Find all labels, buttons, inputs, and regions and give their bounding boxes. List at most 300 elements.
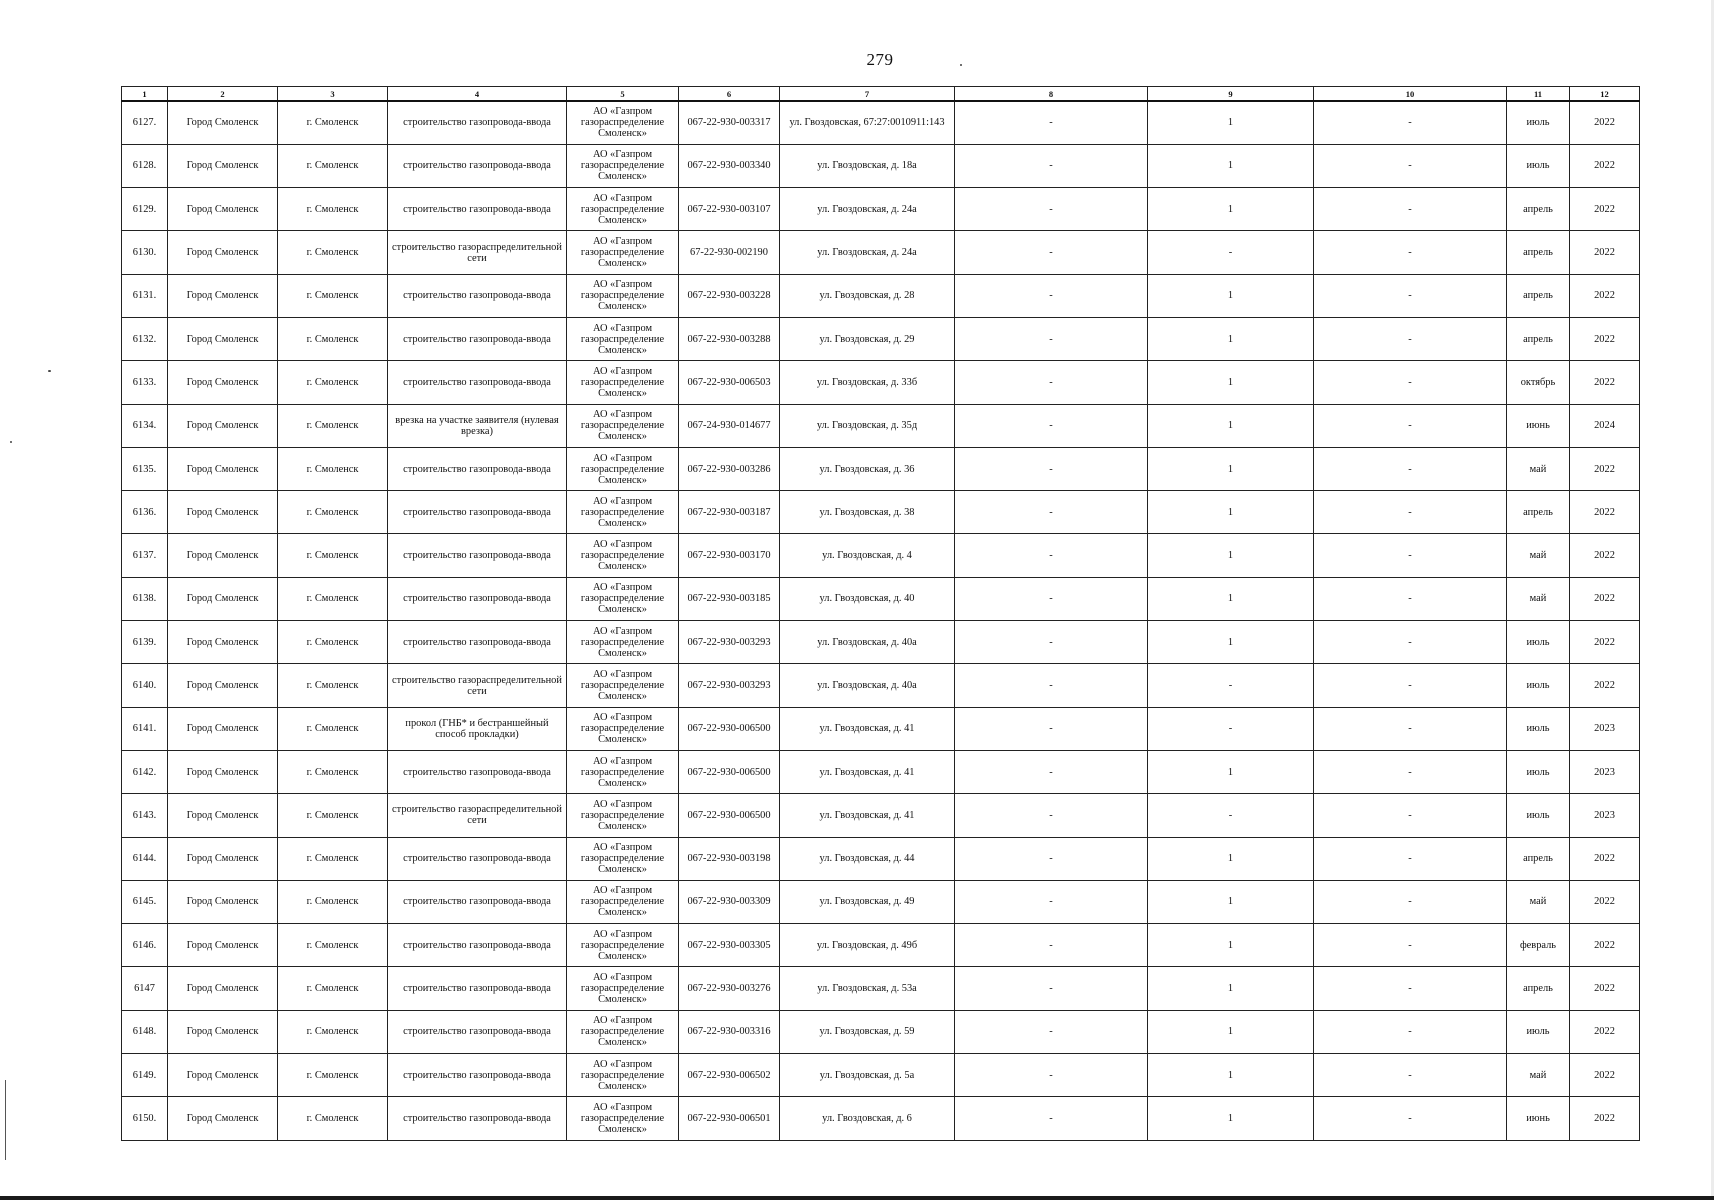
table-cell: 067-22-930-003170: [679, 534, 780, 577]
table-cell: -: [1314, 924, 1507, 967]
table-row: [122, 447, 1640, 490]
table-cell: г. Смоленск: [278, 404, 388, 447]
table-cell: г. Смоленск: [278, 837, 388, 880]
table-cell: -: [1148, 664, 1314, 707]
table-cell: 2022: [1570, 577, 1640, 620]
table-cell: 067-22-930-003286: [679, 447, 780, 490]
table-cell: 2022: [1570, 664, 1640, 707]
table-cell: 1: [1148, 101, 1314, 144]
table-cell: Город Смоленск: [168, 144, 278, 187]
table-cell: 1: [1148, 880, 1314, 923]
table-row: [122, 1010, 1640, 1053]
table-cell: 1: [1148, 144, 1314, 187]
table-cell: АО «Газпром газораспределение Смоленск»: [567, 924, 679, 967]
table-cell: апрель: [1507, 967, 1570, 1010]
table-cell: май: [1507, 577, 1570, 620]
column-header: 10: [1314, 87, 1507, 102]
column-header: 7: [780, 87, 955, 102]
table-cell: ул. Гвоздовская, д. 6: [780, 1097, 955, 1140]
table-cell: ул. Гвоздовская, д. 53а: [780, 967, 955, 1010]
table-cell: июль: [1507, 794, 1570, 837]
table-cell: май: [1507, 534, 1570, 577]
table-cell: ул. Гвоздовская, д. 4: [780, 534, 955, 577]
table-cell: г. Смоленск: [278, 231, 388, 274]
table-cell: 6137.: [122, 534, 168, 577]
table-row: [122, 317, 1640, 360]
table-cell: 2022: [1570, 534, 1640, 577]
table-cell: июль: [1507, 144, 1570, 187]
table-row: [122, 361, 1640, 404]
table-row: [122, 1054, 1640, 1097]
table-cell: 2023: [1570, 750, 1640, 793]
column-number-row: [122, 87, 1640, 102]
table-cell: ул. Гвоздовская, д. 49б: [780, 924, 955, 967]
table-cell: 2022: [1570, 491, 1640, 534]
table-cell: строительство газораспределительной сети: [388, 794, 567, 837]
table-cell: ул. Гвоздовская, д. 33б: [780, 361, 955, 404]
table-cell: 1: [1148, 274, 1314, 317]
register-table: [121, 86, 1640, 1141]
table-cell: апрель: [1507, 317, 1570, 360]
table-cell: -: [1314, 231, 1507, 274]
table-cell: -: [1314, 144, 1507, 187]
table-cell: строительство газопровода-ввода: [388, 534, 567, 577]
table-cell: АО «Газпром газораспределение Смоленск»: [567, 534, 679, 577]
table-cell: ул. Гвоздовская, д. 59: [780, 1010, 955, 1053]
table-cell: 6150.: [122, 1097, 168, 1140]
column-header: 3: [278, 87, 388, 102]
table-cell: 2022: [1570, 231, 1640, 274]
table-cell: 6143.: [122, 794, 168, 837]
table-cell: апрель: [1507, 188, 1570, 231]
table-cell: 2022: [1570, 1097, 1640, 1140]
table-cell: строительство газопровода-ввода: [388, 361, 567, 404]
table-cell: 1: [1148, 1054, 1314, 1097]
table-cell: г. Смоленск: [278, 447, 388, 490]
table-cell: 6145.: [122, 880, 168, 923]
table-cell: строительство газопровода-ввода: [388, 880, 567, 923]
table-cell: февраль: [1507, 924, 1570, 967]
table-cell: АО «Газпром газораспределение Смоленск»: [567, 491, 679, 534]
table-cell: Город Смоленск: [168, 924, 278, 967]
table-cell: 1: [1148, 534, 1314, 577]
table-cell: июнь: [1507, 1097, 1570, 1140]
table-cell: 6138.: [122, 577, 168, 620]
table-cell: г. Смоленск: [278, 924, 388, 967]
table-cell: Город Смоленск: [168, 534, 278, 577]
table-cell: АО «Газпром газораспределение Смоленск»: [567, 274, 679, 317]
table-cell: строительство газопровода-ввода: [388, 750, 567, 793]
table-header: [122, 87, 1640, 102]
table-cell: 067-22-930-003276: [679, 967, 780, 1010]
table-cell: г. Смоленск: [278, 144, 388, 187]
column-header: 1: [122, 87, 168, 102]
table-cell: строительство газопровода-ввода: [388, 1010, 567, 1053]
table-cell: г. Смоленск: [278, 967, 388, 1010]
table-cell: 067-22-930-003317: [679, 101, 780, 144]
column-header: 11: [1507, 87, 1570, 102]
table-cell: г. Смоленск: [278, 707, 388, 750]
table-cell: 1: [1148, 924, 1314, 967]
table-row: [122, 880, 1640, 923]
table-cell: ул. Гвоздовская, д. 29: [780, 317, 955, 360]
table-cell: 1: [1148, 967, 1314, 1010]
table-cell: 2022: [1570, 447, 1640, 490]
table-cell: Город Смоленск: [168, 361, 278, 404]
table-cell: -: [1314, 188, 1507, 231]
table-cell: -: [955, 534, 1148, 577]
table-cell: 1: [1148, 404, 1314, 447]
table-row: [122, 101, 1640, 144]
table-cell: Город Смоленск: [168, 101, 278, 144]
table-cell: Город Смоленск: [168, 404, 278, 447]
table-cell: АО «Газпром газораспределение Смоленск»: [567, 144, 679, 187]
table-cell: АО «Газпром газораспределение Смоленск»: [567, 404, 679, 447]
table-cell: ул. Гвоздовская, д. 5а: [780, 1054, 955, 1097]
table-cell: г. Смоленск: [278, 491, 388, 534]
table-cell: -: [1314, 1010, 1507, 1053]
table-cell: Город Смоленск: [168, 880, 278, 923]
table-row: [122, 794, 1640, 837]
table-cell: -: [1314, 361, 1507, 404]
table-cell: 6136.: [122, 491, 168, 534]
table-cell: 1: [1148, 447, 1314, 490]
table-cell: 067-22-930-003340: [679, 144, 780, 187]
column-header: 2: [168, 87, 278, 102]
table-cell: Город Смоленск: [168, 794, 278, 837]
table-cell: ул. Гвоздовская, д. 36: [780, 447, 955, 490]
table-cell: Город Смоленск: [168, 577, 278, 620]
table-cell: АО «Газпром газораспределение Смоленск»: [567, 101, 679, 144]
table-cell: ул. Гвоздовская, д. 49: [780, 880, 955, 923]
table-cell: строительство газопровода-ввода: [388, 447, 567, 490]
table-cell: -: [1314, 794, 1507, 837]
table-cell: 6132.: [122, 317, 168, 360]
table-cell: 2024: [1570, 404, 1640, 447]
table-cell: -: [955, 837, 1148, 880]
table-cell: Город Смоленск: [168, 491, 278, 534]
table-cell: -: [1314, 447, 1507, 490]
table-cell: -: [1148, 794, 1314, 837]
table-cell: АО «Газпром газораспределение Смоленск»: [567, 967, 679, 1010]
table-cell: апрель: [1507, 491, 1570, 534]
page-number: 279: [866, 50, 894, 69]
table-cell: 1: [1148, 317, 1314, 360]
table-cell: г. Смоленск: [278, 101, 388, 144]
table-cell: апрель: [1507, 274, 1570, 317]
table-cell: 067-22-930-006502: [679, 1054, 780, 1097]
table-cell: АО «Газпром газораспределение Смоленск»: [567, 707, 679, 750]
table-cell: строительство газопровода-ввода: [388, 621, 567, 664]
table-cell: АО «Газпром газораспределение Смоленск»: [567, 447, 679, 490]
table-cell: 1: [1148, 491, 1314, 534]
table-cell: май: [1507, 1054, 1570, 1097]
table-cell: АО «Газпром газораспределение Смоленск»: [567, 750, 679, 793]
table-cell: 1: [1148, 837, 1314, 880]
table-cell: 6129.: [122, 188, 168, 231]
table-cell: 2022: [1570, 1054, 1640, 1097]
table-cell: апрель: [1507, 837, 1570, 880]
table-cell: Город Смоленск: [168, 1097, 278, 1140]
table-cell: ул. Гвоздовская, д. 40а: [780, 621, 955, 664]
table-cell: 067-22-930-006500: [679, 750, 780, 793]
table-cell: -: [955, 274, 1148, 317]
table-cell: 2022: [1570, 188, 1640, 231]
table-cell: -: [955, 404, 1148, 447]
table-cell: -: [955, 317, 1148, 360]
table-cell: июль: [1507, 101, 1570, 144]
table-cell: -: [1314, 664, 1507, 707]
table-cell: 2023: [1570, 707, 1640, 750]
table-cell: -: [955, 1010, 1148, 1053]
column-header: 4: [388, 87, 567, 102]
table-cell: май: [1507, 880, 1570, 923]
table-cell: г. Смоленск: [278, 1054, 388, 1097]
table-cell: 067-24-930-014677: [679, 404, 780, 447]
table-cell: 6147: [122, 967, 168, 1010]
table-body: [122, 101, 1640, 1140]
table-cell: ул. Гвоздовская, д. 40а: [780, 664, 955, 707]
table-cell: -: [955, 188, 1148, 231]
table-cell: 6127.: [122, 101, 168, 144]
table-cell: 067-22-930-003187: [679, 491, 780, 534]
table-cell: май: [1507, 447, 1570, 490]
table-cell: -: [1314, 967, 1507, 1010]
table-cell: 067-22-930-006500: [679, 794, 780, 837]
table-row: [122, 144, 1640, 187]
table-cell: строительство газопровода-ввода: [388, 317, 567, 360]
column-header: 8: [955, 87, 1148, 102]
scan-speck: [48, 370, 51, 372]
table-cell: -: [1314, 1054, 1507, 1097]
table-cell: Город Смоленск: [168, 707, 278, 750]
table-cell: 6140.: [122, 664, 168, 707]
table-cell: -: [1314, 837, 1507, 880]
table-cell: -: [1314, 101, 1507, 144]
column-header: 9: [1148, 87, 1314, 102]
table-cell: 1: [1148, 1010, 1314, 1053]
table-cell: ул. Гвоздовская, д. 38: [780, 491, 955, 534]
table-cell: прокол (ГНБ* и бестраншейный способ прокладки): [388, 707, 567, 750]
table-cell: 2022: [1570, 274, 1640, 317]
table-cell: строительство газопровода-ввода: [388, 967, 567, 1010]
table-cell: 6146.: [122, 924, 168, 967]
table-cell: -: [1148, 707, 1314, 750]
table-cell: строительство газопровода-ввода: [388, 577, 567, 620]
table-cell: г. Смоленск: [278, 1010, 388, 1053]
column-header: 6: [679, 87, 780, 102]
table-cell: строительство газопровода-ввода: [388, 1097, 567, 1140]
table-cell: Город Смоленск: [168, 317, 278, 360]
table-cell: г. Смоленск: [278, 274, 388, 317]
table-cell: 67-22-930-002190: [679, 231, 780, 274]
table-cell: -: [1314, 621, 1507, 664]
table-cell: 1: [1148, 361, 1314, 404]
table-cell: -: [1314, 750, 1507, 793]
table-cell: г. Смоленск: [278, 880, 388, 923]
table-cell: -: [955, 794, 1148, 837]
table-cell: -: [955, 101, 1148, 144]
table-cell: ул. Гвоздовская, 67:27:0010911:143: [780, 101, 955, 144]
table-cell: 6131.: [122, 274, 168, 317]
table-cell: 1: [1148, 188, 1314, 231]
table-cell: строительство газопровода-ввода: [388, 144, 567, 187]
table-cell: июль: [1507, 707, 1570, 750]
table-cell: Город Смоленск: [168, 1010, 278, 1053]
table-cell: Город Смоленск: [168, 621, 278, 664]
column-header: 5: [567, 87, 679, 102]
table-row: [122, 1097, 1640, 1140]
table-cell: 2022: [1570, 621, 1640, 664]
table-row: [122, 577, 1640, 620]
table-cell: 6133.: [122, 361, 168, 404]
table-cell: Город Смоленск: [168, 1054, 278, 1097]
table-cell: июль: [1507, 664, 1570, 707]
table-cell: АО «Газпром газораспределение Смоленск»: [567, 577, 679, 620]
table-cell: строительство газораспределительной сети: [388, 231, 567, 274]
table-cell: 067-22-930-003293: [679, 621, 780, 664]
table-cell: АО «Газпром газораспределение Смоленск»: [567, 664, 679, 707]
table-cell: строительство газопровода-ввода: [388, 1054, 567, 1097]
table-cell: 067-22-930-003198: [679, 837, 780, 880]
table-cell: 2022: [1570, 967, 1640, 1010]
table-cell: 1: [1148, 621, 1314, 664]
table-cell: 6141.: [122, 707, 168, 750]
table-cell: 067-22-930-003305: [679, 924, 780, 967]
table-cell: строительство газопровода-ввода: [388, 274, 567, 317]
scan-edge-bottom: [0, 1196, 1714, 1200]
table-cell: АО «Газпром газораспределение Смоленск»: [567, 1097, 679, 1140]
table-cell: 067-22-930-006501: [679, 1097, 780, 1140]
table-cell: АО «Газпром газораспределение Смоленск»: [567, 1010, 679, 1053]
table-cell: -: [955, 967, 1148, 1010]
table-cell: июль: [1507, 1010, 1570, 1053]
table-row: [122, 750, 1640, 793]
table-cell: -: [955, 577, 1148, 620]
table-row: [122, 188, 1640, 231]
table-cell: апрель: [1507, 231, 1570, 274]
table-cell: АО «Газпром газораспределение Смоленск»: [567, 880, 679, 923]
table-cell: -: [955, 231, 1148, 274]
table-cell: -: [955, 491, 1148, 534]
table-row: [122, 491, 1640, 534]
table-cell: ул. Гвоздовская, д. 35д: [780, 404, 955, 447]
table-cell: -: [955, 750, 1148, 793]
table-cell: -: [1148, 231, 1314, 274]
table-cell: Город Смоленск: [168, 231, 278, 274]
column-header: 12: [1570, 87, 1640, 102]
table-cell: 6148.: [122, 1010, 168, 1053]
table-cell: строительство газопровода-ввода: [388, 491, 567, 534]
scan-speck: [10, 441, 12, 443]
scan-speck: [960, 64, 962, 66]
table-cell: врезка на участке заявителя (нулевая врезка): [388, 404, 567, 447]
table-cell: 067-22-930-003228: [679, 274, 780, 317]
scan-margin-line: [5, 1080, 6, 1160]
table-cell: -: [955, 447, 1148, 490]
table-cell: -: [1314, 577, 1507, 620]
table-cell: -: [1314, 317, 1507, 360]
table-cell: строительство газопровода-ввода: [388, 101, 567, 144]
table-cell: 2022: [1570, 361, 1640, 404]
table-cell: ул. Гвоздовская, д. 24а: [780, 188, 955, 231]
table-cell: г. Смоленск: [278, 534, 388, 577]
table-row: [122, 707, 1640, 750]
table-row: [122, 967, 1640, 1010]
table-cell: 2023: [1570, 794, 1640, 837]
table-cell: -: [955, 1097, 1148, 1140]
table-cell: октябрь: [1507, 361, 1570, 404]
table-cell: строительство газопровода-ввода: [388, 188, 567, 231]
table-cell: г. Смоленск: [278, 794, 388, 837]
table-cell: 6128.: [122, 144, 168, 187]
table-cell: -: [955, 707, 1148, 750]
table-cell: 067-22-930-003185: [679, 577, 780, 620]
table-cell: 067-22-930-006500: [679, 707, 780, 750]
table-cell: -: [955, 144, 1148, 187]
table-cell: г. Смоленск: [278, 664, 388, 707]
table-cell: АО «Газпром газораспределение Смоленск»: [567, 231, 679, 274]
table-cell: г. Смоленск: [278, 361, 388, 404]
table-cell: -: [1314, 1097, 1507, 1140]
table-cell: 6149.: [122, 1054, 168, 1097]
table-cell: 6142.: [122, 750, 168, 793]
table-row: [122, 621, 1640, 664]
table-cell: АО «Газпром газораспределение Смоленск»: [567, 188, 679, 231]
table-cell: АО «Газпром газораспределение Смоленск»: [567, 621, 679, 664]
table-cell: 067-22-930-003288: [679, 317, 780, 360]
table-cell: ул. Гвоздовская, д. 41: [780, 794, 955, 837]
table-cell: АО «Газпром газораспределение Смоленск»: [567, 794, 679, 837]
table-cell: 1: [1148, 577, 1314, 620]
table-cell: г. Смоленск: [278, 750, 388, 793]
table-cell: 6135.: [122, 447, 168, 490]
table-cell: -: [1314, 404, 1507, 447]
table-cell: 6144.: [122, 837, 168, 880]
table-cell: июнь: [1507, 404, 1570, 447]
table-cell: -: [955, 664, 1148, 707]
table-cell: 067-22-930-006503: [679, 361, 780, 404]
table-row: [122, 404, 1640, 447]
table-cell: 2022: [1570, 101, 1640, 144]
table-cell: Город Смоленск: [168, 447, 278, 490]
table-cell: 1: [1148, 1097, 1314, 1140]
table-cell: 067-22-930-003309: [679, 880, 780, 923]
table-cell: г. Смоленск: [278, 1097, 388, 1140]
table-cell: 2022: [1570, 317, 1640, 360]
table-cell: г. Смоленск: [278, 317, 388, 360]
table-cell: АО «Газпром газораспределение Смоленск»: [567, 837, 679, 880]
table-cell: АО «Газпром газораспределение Смоленск»: [567, 317, 679, 360]
table-cell: -: [1314, 534, 1507, 577]
table-cell: 067-22-930-003107: [679, 188, 780, 231]
table-cell: Город Смоленск: [168, 967, 278, 1010]
table-cell: 2022: [1570, 924, 1640, 967]
table-cell: ул. Гвоздовская, д. 44: [780, 837, 955, 880]
table-cell: 1: [1148, 750, 1314, 793]
table-cell: ул. Гвоздовская, д. 28: [780, 274, 955, 317]
table-cell: -: [1314, 274, 1507, 317]
table-cell: 067-22-930-003293: [679, 664, 780, 707]
table-cell: 2022: [1570, 880, 1640, 923]
table-cell: г. Смоленск: [278, 577, 388, 620]
table-cell: Город Смоленск: [168, 837, 278, 880]
table-cell: 6134.: [122, 404, 168, 447]
table-cell: 2022: [1570, 144, 1640, 187]
table-cell: 067-22-930-003316: [679, 1010, 780, 1053]
table-cell: г. Смоленск: [278, 621, 388, 664]
table-row: [122, 837, 1640, 880]
